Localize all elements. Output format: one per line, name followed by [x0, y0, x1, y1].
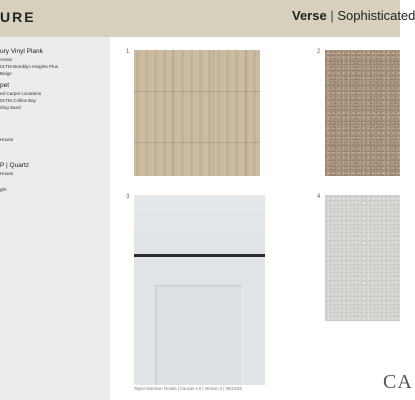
- page-header: [0, 0, 415, 37]
- brand-logo: CA: [383, 371, 413, 393]
- page-footer: Taylor Morrison Florida | Canvas 4.0 | Version 2 | 06/24/25: [134, 386, 242, 391]
- cabinet-door-swatch: [134, 195, 265, 385]
- collection-title: [292, 8, 415, 23]
- sidebar-item: House: [0, 137, 14, 142]
- swatch-number-3: 3: [126, 194, 130, 200]
- swatch-number-2: 2: [317, 49, 321, 55]
- swatch-number-1: 1: [126, 49, 130, 55]
- page-title-fragment: URE: [0, 9, 36, 25]
- collection-tagline: Sophisticated: [337, 8, 415, 23]
- plank-seam: [172, 50, 173, 176]
- collection-name: Verse: [292, 8, 327, 23]
- sidebar-item: Areas: [0, 57, 13, 62]
- sidebar-item: House: [0, 171, 14, 176]
- title-separator: |: [330, 8, 334, 23]
- sidebar-item: 01TM Brooklyn Heights Plus: [0, 64, 58, 69]
- sidebar-category-quartz: P | Quartz: [0, 162, 30, 169]
- quartz-swatch: [325, 195, 400, 321]
- door-recessed-panel: [155, 285, 243, 385]
- vinyl-plank-swatch: [134, 50, 260, 176]
- swatch-number-4: 4: [317, 194, 321, 200]
- sidebar-item: Beige: [0, 71, 12, 76]
- sidebar-item: 01TM Collins Bay: [0, 98, 36, 103]
- sidebar-item: rling Sand: [0, 105, 21, 110]
- sidebar-item: ed Carpet Locations: [0, 91, 42, 96]
- carpet-swatch: [325, 50, 400, 176]
- drawer-front: [134, 195, 265, 255]
- spec-sidebar: [0, 37, 110, 400]
- sidebar-category-carpet: pet: [0, 82, 10, 89]
- sidebar-category-flooring: ury Vinyl Plank: [0, 48, 43, 55]
- plank-seam: [246, 50, 247, 176]
- sidebar-item: ght: [0, 187, 7, 192]
- plank-seam: [213, 50, 214, 176]
